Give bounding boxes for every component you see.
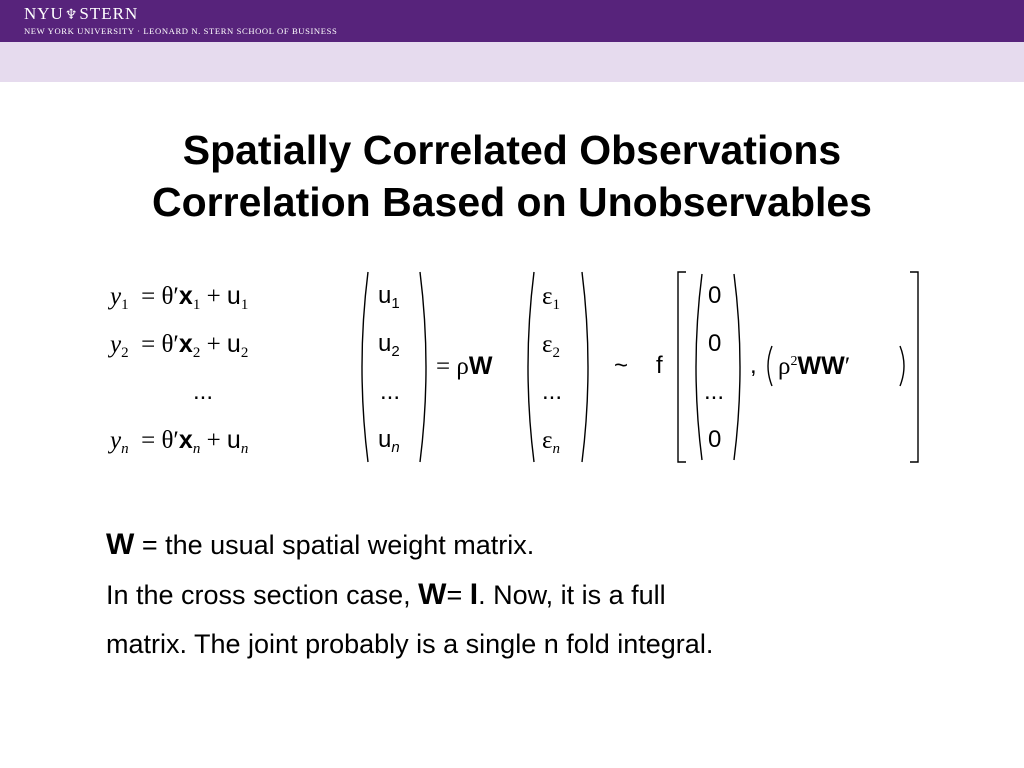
zero-dots: ...: [704, 378, 725, 405]
logo-subtitle: NEW YORK UNIVERSITY · LEONARD N. STERN SCHOOL OF BUSINESS: [24, 26, 338, 36]
header-subband: [0, 42, 1024, 82]
epsilon-1: $\varepsilon_1$: [542, 283, 560, 313]
zero-n: 0: [708, 426, 722, 453]
distribution-f: f: [656, 352, 663, 379]
u-n: $u_n$: [378, 426, 400, 456]
u-2: $u_2$: [378, 330, 400, 360]
title-line-1: Spatially Correlated Observations: [182, 127, 842, 173]
zero-1: 0: [708, 282, 722, 309]
covariance-rho2-wwprime: $\rho^2WW'$: [778, 352, 851, 380]
equation-row-2: $y_2 = \theta'x_2 + u_2$: [110, 330, 249, 361]
epsilon-dots: ...: [542, 378, 563, 405]
u-1: $u_1$: [378, 282, 400, 312]
comma: ,: [750, 352, 757, 379]
title-line-2: Correlation Based on Unobservables: [152, 179, 872, 225]
torch-icon: ♆: [64, 8, 79, 23]
u-dots: ...: [380, 378, 401, 405]
nyu-stern-logo: NYU♆STERN: [24, 4, 139, 23]
equation-row-n: $y_n = \theta'x_n + u_n$: [110, 426, 249, 457]
text-line-1: W = the usual spatial weight matrix.: [106, 528, 535, 561]
header-banner: [0, 0, 1024, 42]
tilde-sign: ~: [614, 352, 629, 379]
slide-title: [0, 124, 1024, 228]
text-line-3: matrix. The joint probably is a single n fold integral.: [106, 629, 714, 659]
equals-rho-w: = ρW: [436, 352, 493, 380]
equation-block: [0, 262, 1024, 472]
equation-row-1: $y_1 = \theta'x_1 + u_1$: [110, 282, 249, 313]
text-line-2: In the cross section case, W= I. Now, it is a full: [106, 578, 666, 611]
equation-row-dots: ...: [193, 378, 214, 405]
epsilon-n: $\varepsilon_n$: [542, 427, 560, 457]
zero-2: 0: [708, 330, 722, 357]
epsilon-2: $\varepsilon_2$: [542, 331, 560, 361]
